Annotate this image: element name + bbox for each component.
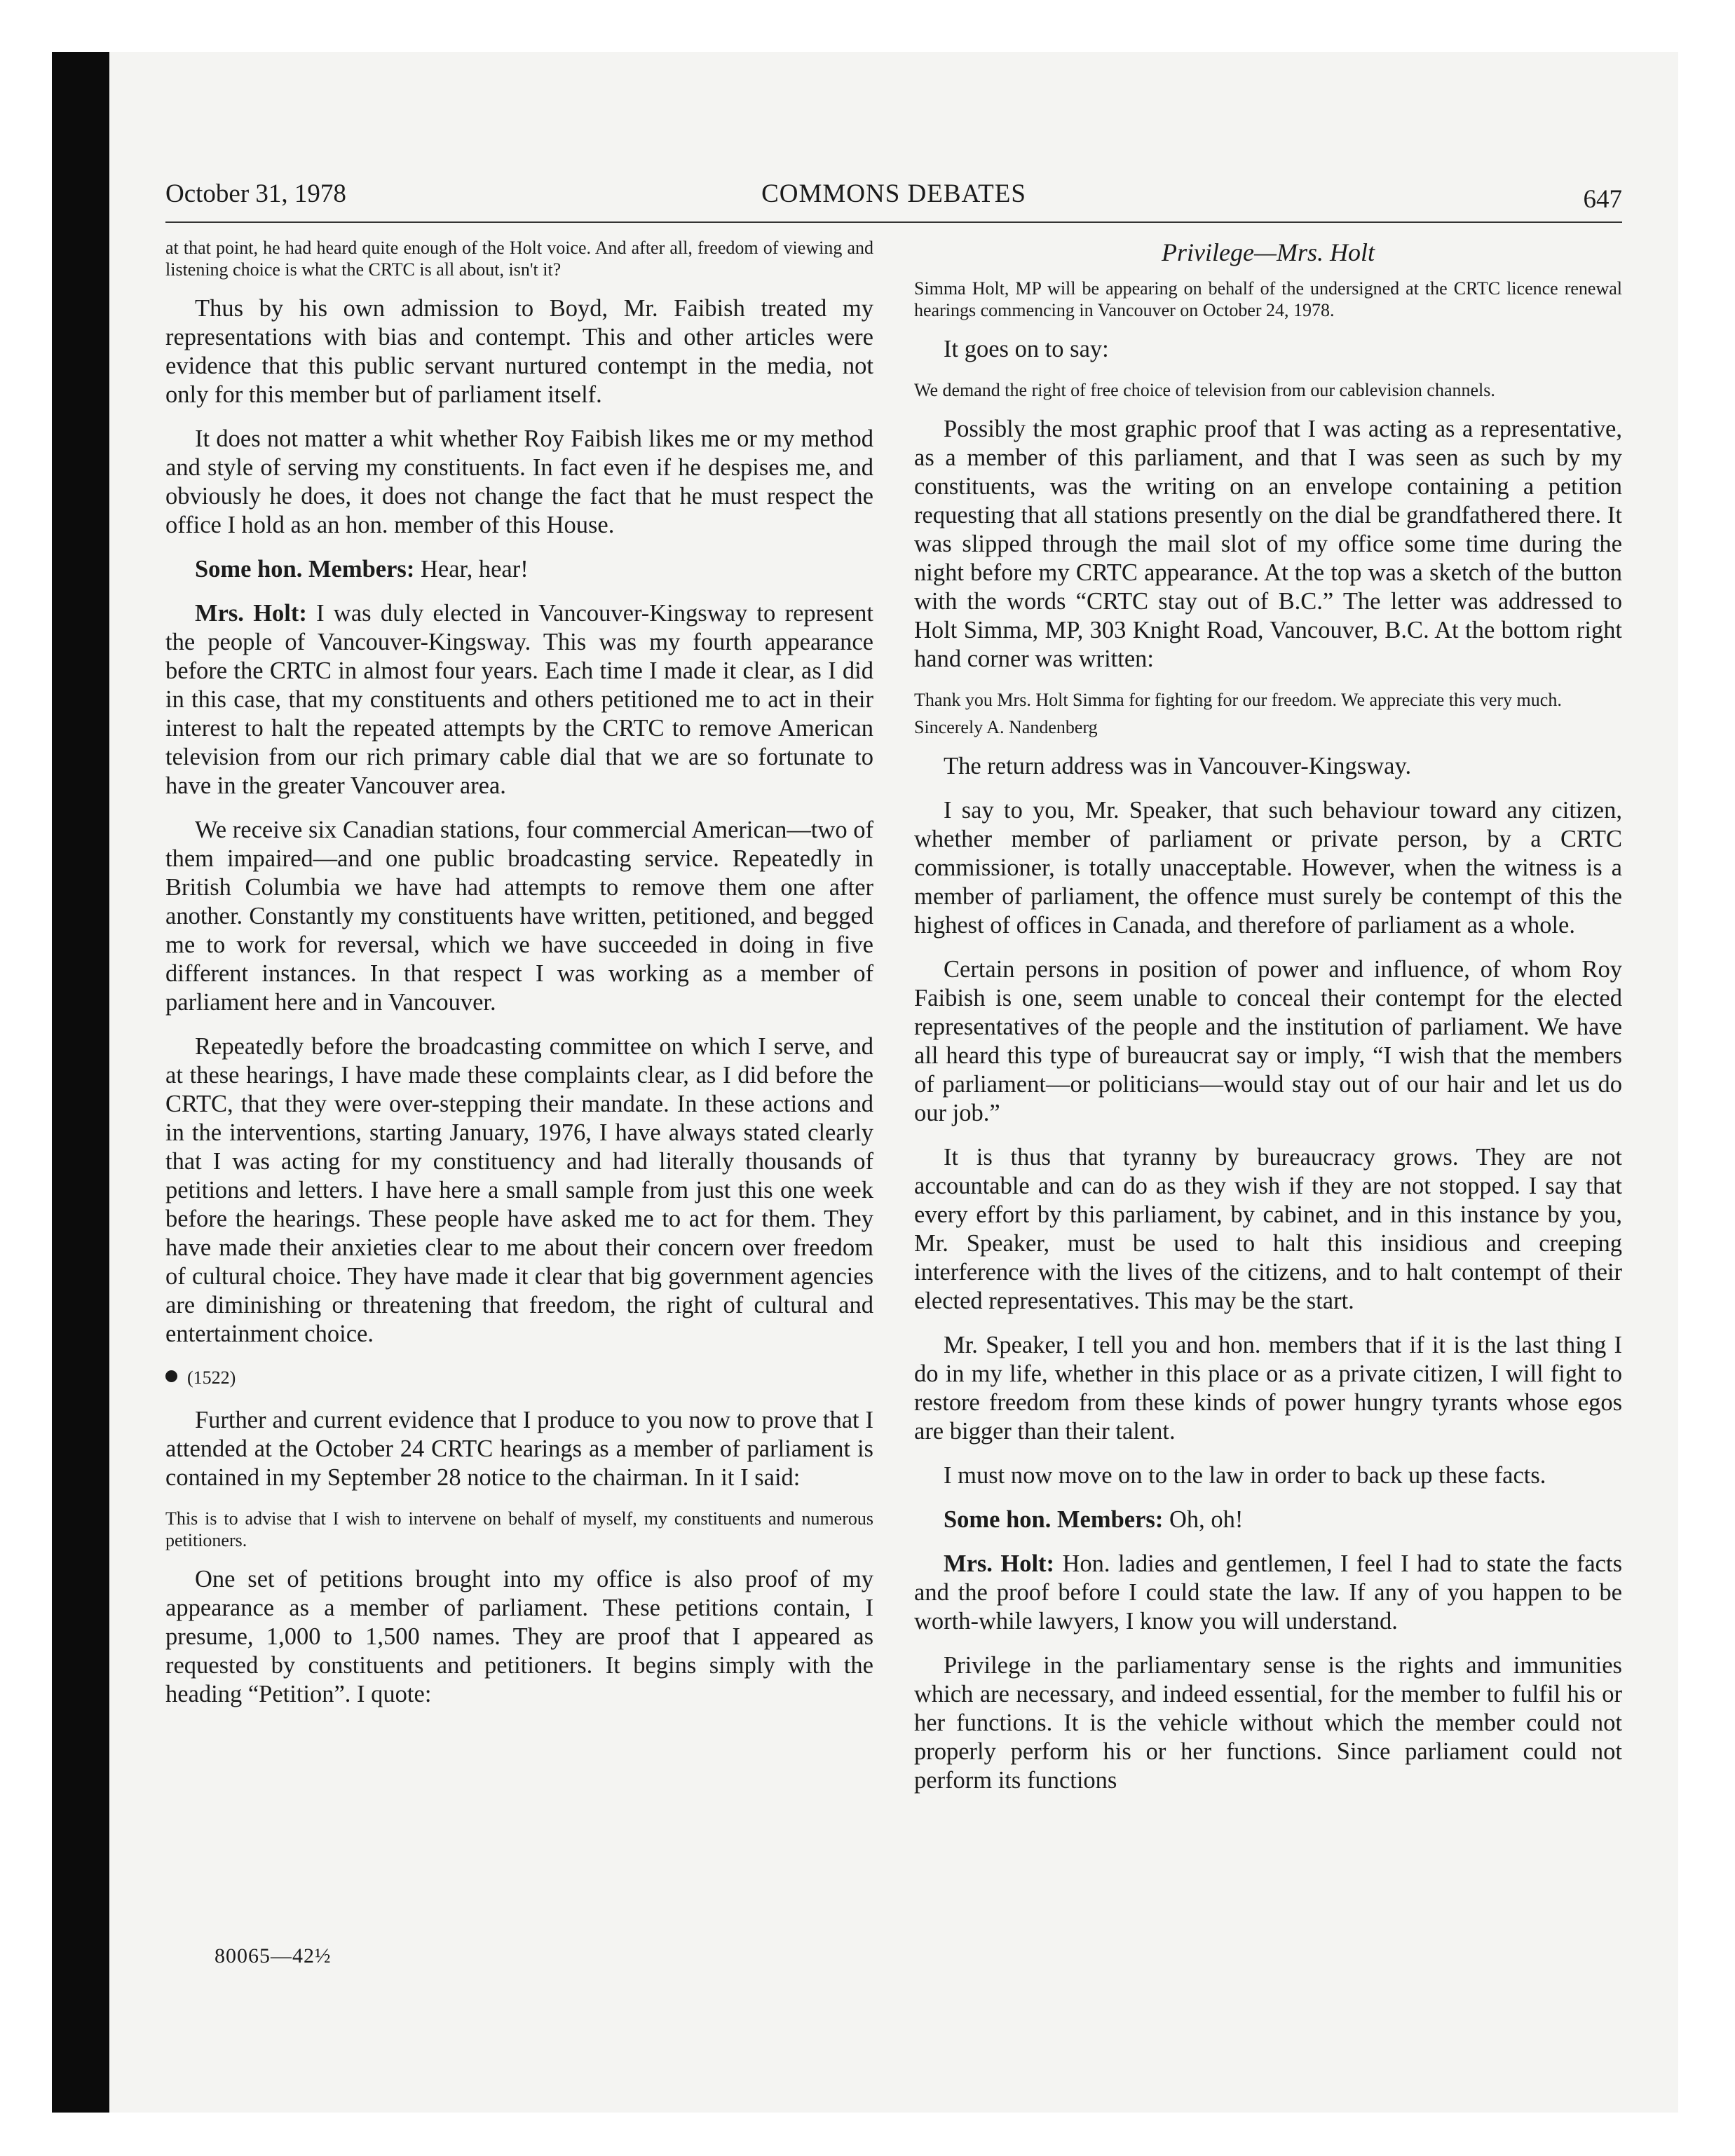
body-paragraph: Mr. Speaker, I tell you and hon. members that if it is the last thing I do in my life, whether in this place or as a private citizen, I will fight to restore freedom from these kinds of power hungry tyrants whose egos are bigger than their talent. <box>914 1332 1622 1445</box>
speech-text: I was duly elected in Vancouver-Kingsway to represent the people of Vancouver-Kingsway. This was my fourth appearance before the CRTC in almost four years. Each time I made it clear, as I did in this case, that my constituents and others petitioned me to act in their interest to halt the repeated attempts by the CRTC to remove American television from our rich primary cable dial that we are so fortunate to have in the greater Vancouver area. <box>165 600 874 799</box>
header-date: October 31, 1978 <box>165 179 346 208</box>
body-paragraph: Certain persons in position of power and influence, of whom Roy Faibish is one, seem unable to conceal their contempt for the elected representatives of the people and the institution of parliament. We have all heard this type of bureaucrat say or imply, “I wish that the members of parliament—or politicians—would stay out of our hair and let us do our job.” <box>914 956 1622 1126</box>
time-marker-text: (1522) <box>187 1367 236 1388</box>
body-paragraph: Possibly the most graphic proof that I was acting as a representative, as a member of this parliament, and that I was seen as such by my constituents, was the writing on an envelope containing a petition requesting that all stations presently on the dial be grandfathered there. It was slipped through the mail slot of my office some time during the night before my CRTC appearance. At the top was a sketch of the button with the words “CRTC stay out of B.C.” The letter was addressed to Holt Simma, MP, 303 Knight Road, Vancouver, B.C. At the bottom right hand corner was written: <box>914 416 1622 672</box>
speaker-name: Some hon. Members: <box>944 1506 1164 1533</box>
quote-paragraph: We demand the right of free choice of television from our cablevision channels. <box>914 380 1495 400</box>
quote-signature: Sincerely A. Nandenberg <box>914 717 1098 737</box>
body-paragraph: It does not matter a whit whether Roy Faibish likes me or my method and style of serving my constituents. In fact even if he despises me, and obviously he does, it does not change the fact that he must respect the office I hold as an hon. member of this House. <box>165 425 873 538</box>
document-page <box>109 52 1678 2113</box>
section-heading: Privilege—Mrs. Holt <box>1162 238 1375 266</box>
body-paragraph: Thus by his own admission to Boyd, Mr. Faibish treated my representations with bias and contempt. This and other articles were evidence that this public servant nurtured contempt in the media, not only for this member but of parliament itself. <box>165 295 873 408</box>
body-paragraph: The return address was in Vancouver-Kingsway. <box>944 753 1412 779</box>
body-paragraph: One set of petitions brought into my office is also proof of my appearance as a member of parliament. These petitions contain, I presume, 1,000 to 1,500 names. They are proof that I appeared as requested by constituents and petitioners. It begins simply with the heading “Petition”. I quote: <box>165 1566 873 1707</box>
body-paragraph: I must now move on to the law in order to back up these facts. <box>944 1462 1546 1489</box>
speech-text: Oh, oh! <box>1163 1506 1244 1533</box>
quote-paragraph: Simma Holt, MP will be appearing on behalf of the undersigned at the CRTC licence renewal hearings commencing in Vancouver on October 24, 1978. <box>914 278 1622 320</box>
quote-paragraph: Thank you Mrs. Holt Simma for fighting for our freedom. We appreciate this very much. <box>914 690 1562 710</box>
quote-paragraph: at that point, he had heard quite enough of the Holt voice. And after all, freedom of viewing and listening choice is what the CRTC is all about, isn't it? <box>165 238 873 280</box>
body-paragraph: Repeatedly before the broadcasting committee on which I serve, and at these hearings, I have made these complaints clear, as I did before the CRTC, that they were over-stepping their mandate. In these actions and in the interventions, starting January, 1976, I have always stated clearly that I was acting for my constituency and had literally thousands of petitions and letters. I have here a small sample from just this one week before the hearings. These people have asked me to act for them. They have made their anxieties clear to me about their concern over freedom of cultural choice. They have made it clear that big government agencies are diminishing or threatening that freedom, the right of cultural and entertainment choice. <box>165 1033 873 1347</box>
time-marker <box>165 1364 873 1392</box>
speaker-name: Mrs. Holt: <box>195 600 307 627</box>
speech-paragraph <box>165 599 873 800</box>
body-paragraph: I say to you, Mr. Speaker, that such behaviour toward any citizen, whether member of parliament or private person, by a CRTC commissioner, is totally unacceptable. However, when the witness is a member of parliament, the offence must surely be contempt of this the highest of offices in Canada, and therefore of parliament as a whole. <box>914 797 1622 939</box>
header-page-number: 647 <box>1583 185 1622 214</box>
page-header <box>165 171 1622 223</box>
bullet-dot-icon <box>165 1370 177 1382</box>
header-title: COMMONS DEBATES <box>761 179 1026 208</box>
speech-paragraph <box>914 1550 1622 1636</box>
left-column <box>165 237 873 1724</box>
body-paragraph: We receive six Canadian stations, four commercial American—two of them impaired—and one public broadcasting service. Repeatedly in British Columbia we have had attempts to remove them one after another. Constantly my constituents have written, petitioned, and begged me to work for reversal, which we have succeeded in doing in five different instances. In that respect I was working as a member of parliament here and in Vancouver. <box>165 817 873 1016</box>
body-paragraph: It goes on to say: <box>944 336 1109 362</box>
speech-text: Hear, hear! <box>414 556 529 582</box>
speech-text: Hon. ladies and gentlemen, I feel I had to state the facts and the proof before I could state the law. If any of you happen to be worth-while lawyers, I know you will understand. <box>914 1550 1623 1635</box>
body-paragraph: Further and current evidence that I produce to you now to prove that I attended at the October 24 CRTC hearings as a member of parliament is contained in my September 28 notice to the chairman. In it I said: <box>165 1407 873 1491</box>
right-column <box>914 237 1622 1810</box>
speaker-name: Some hon. Members: <box>195 556 415 582</box>
speaker-name: Mrs. Holt: <box>944 1550 1055 1577</box>
footer-print-code: 80065—42½ <box>215 1944 332 1967</box>
body-paragraph: Privilege in the parliamentary sense is the rights and immunities which are necessary, and indeed essential, for the member to fulfil his or her functions. It is the vehicle without which the member could not properly perform his or her functions. Since parliament could not perform its functions <box>914 1652 1622 1794</box>
interjection <box>914 1506 1622 1534</box>
quote-paragraph: This is to advise that I wish to intervene on behalf of myself, my constituents and numerous petitioners. <box>165 1508 873 1550</box>
body-paragraph: It is thus that tyranny by bureaucracy grows. They are not accountable and can do as they wish if they are not stopped. I say that every effort by this parliament, by cabinet, and in this instance by you, Mr. Speaker, must be used to halt this insidious and creeping interference with the lives of the citizens, and to halt contempt of their elected representatives. This may be the start. <box>914 1144 1622 1314</box>
scan-edge-bar <box>52 52 109 2113</box>
interjection <box>165 555 873 584</box>
